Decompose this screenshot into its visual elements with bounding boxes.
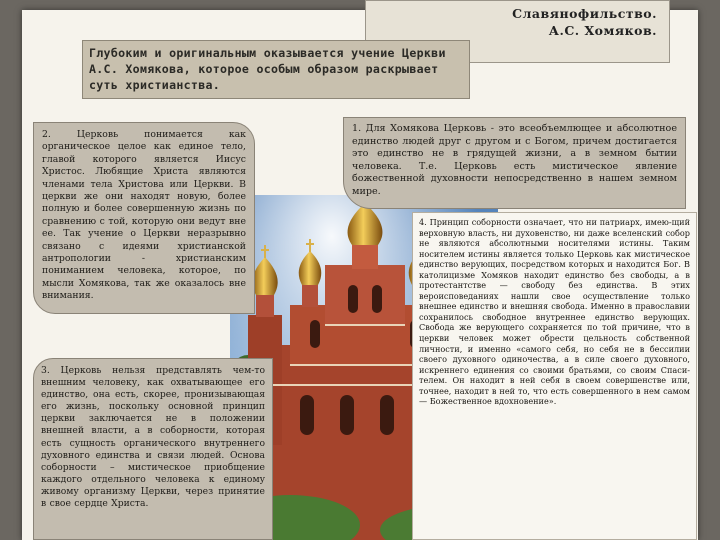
point-1-box	[343, 117, 686, 209]
intro-banner: Глубоким и оригинальным оказывается учение Церкви А.С. Хомякова, которое особым образом раскрывает суть христианства.	[82, 40, 470, 99]
point-4-box	[412, 212, 697, 540]
point-3-box	[33, 358, 273, 540]
title-line-2: А.С. Хомяков.	[548, 23, 657, 38]
point-3-text: 3. Церковь нельзя представлять чем-то внешним человеку, как охватывающее его единство, она есть, скорее, пронизывающая его жизнь, поскольку основной принцип церкви заключается не в положении внешней власти, а в соборности, которая есть сущность органического внутреннего духовного единства и связи людей. Основа соборности – мистическое приобщение каждого отдельного человека к единому живому организму Церкви, через принятие в свое сердце Христа.	[41, 365, 265, 510]
point-1-text: 1. Для Хомякова Церковь - это всеобъемлющее и абсолютное единство людей друг с другом и с Богом, причем достигается это единство не в грядущей жизни, а в земном бытии человека. Т.е. Церковь есть мистическое явление божественной духовности непосредственно в нашем земном мире.	[352, 123, 677, 197]
title-line-1: Славянофильство.	[512, 6, 657, 21]
point-2-text: 2. Церковь понимается как органическое целое как единое тело, главой которого является Иисус Христос. Любящие Христа являются членами тела Христова или Церкви. В церкви же они находят новую, более полную и более совершенную жизнь по сравнению с той, которую они ведут вне ее. Так учение о Церкви неразрывно связано с идеями христианской антропологии - христианским пониманием человека, которое, по мысли Хомякова, так же оказалось вне внимания.	[42, 129, 246, 302]
point-4-text: 4. Принцип соборности означает, что ни патриарх, имею-щий верховную власть, ни духовенство, ни даже вселенский собор не являются абсолютными носителями истины. Таким носителем истины является только Церковь как мистическое единство верующих, посредством которых и находится Бог. В католицизме Хомяков находит единство без свободы, а в протестантстве — свободу без единства. В этих вероисповеданиях нашли свое осуществление только внешнее единство и внешняя свобода. Именно в православии сохранилось свободное внутреннее единство верующих. Свобода же верующего сохраняется по той причине, что в церкви человек может обрести цельность собственной личности, и именно «самого себя, но себя не в бессилии своего духовного одиночества, а в силе своего духовного, искреннего единения со своими братьями, со своим Спаси-телем. Он находит в ней себя в своем совершенстве или, точнее, находит в ней то, что есть совершенного в нем самом — Божественное вдохновение».	[419, 217, 690, 407]
point-2-box	[33, 122, 255, 314]
